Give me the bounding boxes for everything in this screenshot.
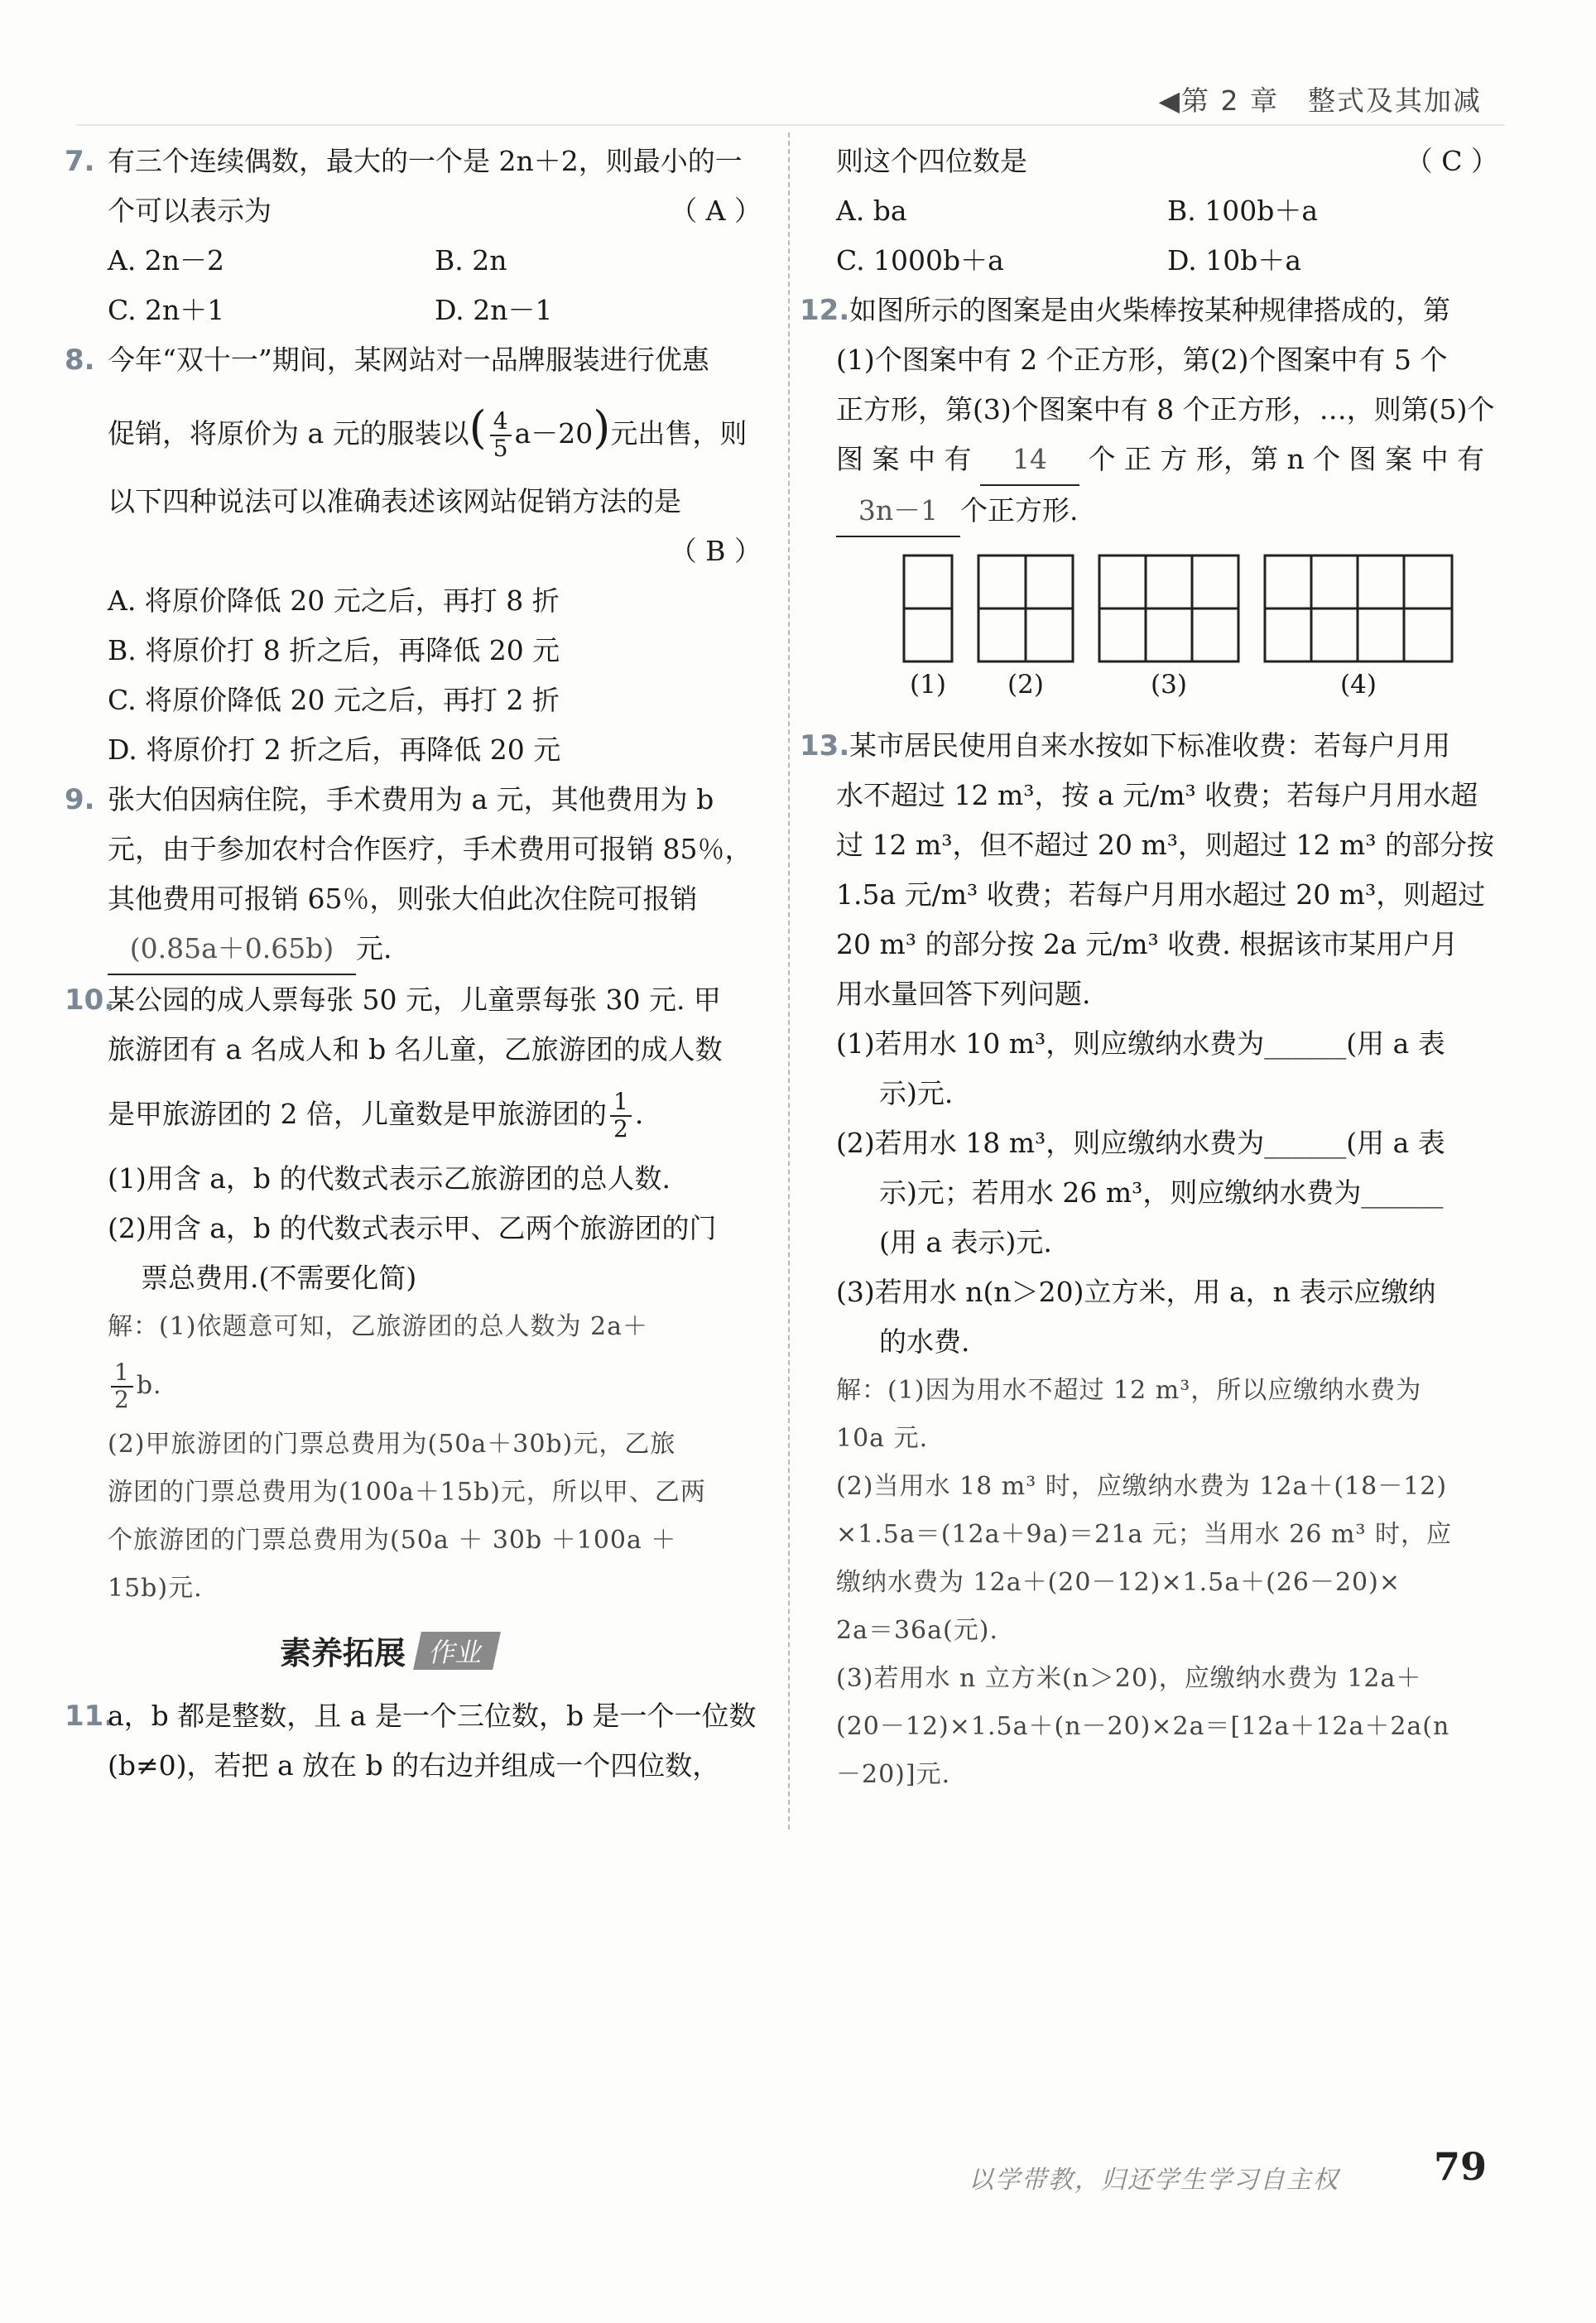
q13-line6: 用水量回答下列问题.: [836, 978, 1091, 1010]
q9-line3: 其他费用可报销 65％，则张大伯此次住院可报销: [108, 883, 698, 915]
q9-answer-blank: (0.85a＋0.65b): [108, 924, 356, 975]
q13-sub3a: (3)若用水 n(n＞20)立方米，用 a，n 表示应缴纳: [836, 1276, 1436, 1308]
figure-3-label: (3): [1151, 670, 1187, 700]
q13-solution2a: (2)当用水 18 m³ 时，应缴纳水费为 12a＋(18－12): [836, 1472, 1448, 1501]
q13-solution1b: 10a 元.: [836, 1424, 929, 1453]
q11-line2: (b≠0)，若把 a 放在 b 的右边并组成一个四位数，: [108, 1749, 720, 1782]
q12-blank1: 14: [980, 435, 1079, 486]
q13-line4: 1.5a 元/m³ 收费；若每户月用水超过 20 m³，则超过: [836, 878, 1486, 911]
q10-solution2c: 个旅游团的门票总费用为(50a ＋ 30b ＋100a ＋: [108, 1526, 677, 1555]
q10-solution2d: 15b)元.: [108, 1574, 203, 1603]
q13-solution3c: －20)]元.: [836, 1760, 951, 1789]
q10-solution2a: (2)甲旅游团的门票总费用为(50a＋30b)元，乙旅: [108, 1430, 676, 1459]
figure-4-label: (4): [1340, 670, 1377, 700]
q13-line5: 20 m³ 的部分按 2a 元/m³ 收费. 根据该市某用户月: [836, 928, 1459, 960]
figure-1-label: (1): [910, 670, 946, 700]
q10-sub2a: (2)用含 a，b 的代数式表示甲、乙两个旅游团的门: [108, 1212, 717, 1244]
left-column: [65, 137, 762, 1791]
q8-optA: A. 将原价降低 20 元之后，再打 8 折: [108, 584, 560, 617]
q8-optB: B. 将原价打 8 折之后，再降低 20 元: [108, 634, 560, 666]
footer-slogan: 以学带教，归还学生学习自主权: [969, 2166, 1339, 2195]
column-divider: [788, 132, 790, 1830]
q10-line1: 10.某公园的成人票每张 50 元，儿童票每张 30 元. 甲: [65, 984, 721, 1017]
q13-solution2c: 缴纳水费为 12a＋(20－12)×1.5a＋(26－20)×: [836, 1568, 1401, 1597]
q13-sub2b: 示)元；若用水 26 m³，则应缴纳水费为______: [879, 1176, 1444, 1209]
q8-optD: D. 将原价打 2 折之后，再降低 20 元: [108, 733, 561, 766]
q12-blank2: 3n－1: [836, 486, 960, 537]
q12-line4: 图 案 中 有 14 个 正 方 形，第 n 个 图 案 中 有: [836, 435, 1498, 486]
q13-solution3a: (3)若用水 n 立方米(n＞20)，应缴纳水费为 12a＋: [836, 1664, 1422, 1693]
chapter-header: ◀第 2 章 整式及其加减: [1158, 84, 1482, 117]
q13-sub1a: (1)若用水 10 m³，则应缴纳水费为______(用 a 表: [836, 1027, 1445, 1060]
q10-line2: 旅游团有 a 名成人和 b 名儿童，乙旅游团的成人数: [108, 1033, 723, 1065]
q10-solution2b: 游团的门票总费用为(100a＋15b)元，所以甲、乙两: [108, 1478, 706, 1507]
q7-options-cd: C. 2n＋1 D. 2n－1: [108, 294, 553, 326]
q11-line1: 11.a，b 都是整数，且 a 是一个三位数，b 是一个一位数: [65, 1700, 757, 1733]
q8-optC: C. 将原价降低 20 元之后，再打 2 折: [108, 684, 560, 716]
q13-line2: 水不超过 12 m³，按 a 元/m³ 收费；若每户月用水超: [836, 779, 1478, 811]
q7-answer: （ A ）: [670, 195, 762, 227]
q10-line3: 是甲旅游团的 2 倍，儿童数是甲旅游团的 $\frac{1}{2}$ .: [108, 1088, 644, 1142]
q13-solution3b: (20－12)×1.5a＋(n－20)×2a＝[12a＋12a＋2a(n: [836, 1712, 1450, 1741]
q10-sub2b: 票总费用.(不需要化简): [141, 1262, 417, 1294]
q12-line2: (1)个图案中有 2 个正方形，第(2)个图案中有 5 个: [836, 344, 1448, 376]
q13-line1: 13.某市居民使用自来水按如下标准收费：若每户月用: [800, 729, 1450, 762]
figure-2: [977, 554, 1074, 700]
q12-line3: 正方形，第(3)个图案中有 8 个正方形，…，则第(5)个: [836, 393, 1495, 426]
section-title: 素养拓展: [280, 1635, 406, 1671]
q9-line1: 9. 张大伯因病住院，手术费用为 a 元，其他费用为 b: [65, 783, 714, 816]
q13-line3: 过 12 m³，但不超过 20 m³，则超过 12 m³ 的部分按: [836, 829, 1494, 861]
q8-line3: 以下四种说法可以准确表述该网站促销方法的是: [108, 485, 681, 517]
q11-line3: 则这个四位数是 （ C ）: [836, 137, 1498, 186]
q7-line1: 7. 有三个连续偶数，最大的一个是 2n＋2，则最小的一: [65, 145, 743, 178]
q13-sub3b: 的水费.: [879, 1325, 970, 1358]
figure-2-drawing: [977, 554, 1074, 663]
q13-solution2d: 2a＝36a(元).: [836, 1616, 998, 1645]
page-number: 79: [1434, 2144, 1488, 2189]
section-badge: 作业: [413, 1632, 501, 1670]
q10-sub1: (1)用含 a，b 的代数式表示乙旅游团的总人数.: [108, 1162, 671, 1195]
figure-1: [902, 554, 954, 700]
q8-line1: 8. 今年“双十一”期间，某网站对一品牌服装进行优惠: [65, 344, 709, 377]
q10-fraction: $\frac{1}{2}$: [610, 1089, 632, 1142]
q8-answer: （ B ）: [669, 535, 762, 567]
q9-line2: 元，由于参加农村合作医疗，手术费用可报销 85％，: [108, 833, 752, 865]
matchstick-figures: [902, 554, 1498, 700]
q13-solution1a: 解：(1)因为用水不超过 12 m³，所以应缴纳水费为: [836, 1376, 1422, 1405]
figure-3: [1098, 554, 1240, 700]
q10-solution1b: $\frac{1}{2}$ b.: [65, 1351, 762, 1421]
q10-sol-fraction: $\frac{1}{2}$: [111, 1360, 133, 1413]
q9-line4: (0.85a＋0.65b) 元.: [65, 924, 762, 975]
figure-3-drawing: [1098, 554, 1240, 663]
q7-options-ab: A. 2n－2 B. 2n: [108, 244, 507, 277]
right-column: [800, 137, 1498, 1799]
section-heading: [280, 1628, 762, 1673]
q13-solution2b: ×1.5a＝(12a＋9a)＝21a 元；当用水 26 m³ 时，应: [836, 1520, 1453, 1549]
q8-line2: 促销，将原价为 a 元的服装以( $\frac{4}{5}$ a－20)元出售，则: [108, 402, 748, 462]
header-rule: [76, 124, 1505, 126]
figure-2-label: (2): [1007, 670, 1044, 700]
q8-fraction: $\frac{4}{5}$: [490, 409, 512, 462]
q13-sub2a: (2)若用水 18 m³，则应缴纳水费为______(用 a 表: [836, 1127, 1445, 1159]
q13-sub1b: 示)元.: [879, 1077, 954, 1109]
q10-solution1: 解：(1)依题意可知，乙旅游团的总人数为 2a＋: [108, 1312, 649, 1341]
q12-line5: 3n－1 个正方形.: [836, 486, 1498, 537]
q7-line2: 个可以表示为 （ A ）: [65, 186, 762, 236]
q11-answer: （ C ）: [1405, 145, 1498, 177]
q11-options-cd: C. 1000b＋a D. 10b＋a: [836, 244, 1302, 277]
figure-1-drawing: [902, 554, 954, 663]
figure-4-drawing: [1263, 554, 1454, 663]
figure-4: [1263, 554, 1454, 700]
q13-sub2c: (用 a 表示)元.: [879, 1226, 1052, 1258]
q11-options-ab: A. ba B. 100b＋a: [836, 195, 1319, 227]
q12-line1: 12.如图所示的图案是由火柴棒按某种规律搭成的，第: [800, 294, 1450, 327]
